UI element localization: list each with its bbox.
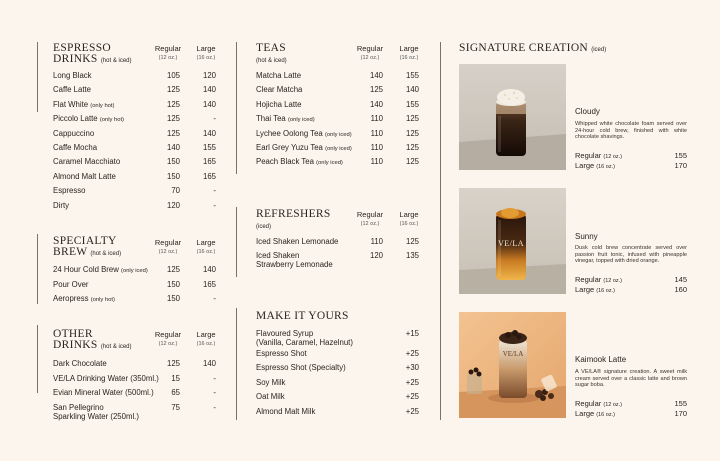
menu-item-note: (only hot) (90, 297, 115, 304)
cloudy-name: Cloudy (575, 107, 600, 116)
menu-item-regular-price: 150 (166, 279, 180, 289)
menu-item-large-price: - (213, 200, 216, 210)
signature-title: SIGNATURE CREATION (iced) (459, 42, 607, 54)
menu-item-name: Caffe Latte (53, 85, 92, 95)
menu-item-regular-price: 120 (166, 200, 180, 210)
menu-item-regular-price: 125 (166, 114, 180, 124)
menu-item-large-price: 165 (202, 157, 216, 167)
menu-item-name: Caffe Mocha (53, 143, 98, 152)
menu-item-large-price: 140 (202, 99, 216, 109)
menu-item-large-price: 155 (202, 143, 216, 152)
specialty-large-header: Large (16 oz.) (196, 238, 216, 255)
sunny-description: Dusk cold brew concentrate served over passion fruit tonic, infused with pineapple vinegar, topped with dried orange. (575, 245, 687, 265)
menu-item-name: Pour Over (53, 279, 89, 289)
kaimook-large-row: Large (16 oz.) 170 (575, 409, 687, 418)
other-title: OTHER DRINKS (hot & iced) (53, 328, 132, 351)
menu-item-large-price: 140 (202, 359, 216, 368)
menu-item-name: Dark Chocolate (53, 359, 107, 368)
cloudy-description: Whipped white chocolate foam served over 24-hour cold brew, finished with white chocolate shavings. (575, 121, 687, 141)
sunny-photo (459, 188, 566, 294)
menu-item-name: Cappuccino (53, 128, 95, 138)
menu-item-large-price: 165 (202, 279, 216, 289)
menu-item-large-price: 155 (405, 71, 419, 80)
menu-item-regular-price: 125 (166, 128, 180, 138)
menu-item-note: (only hot) (90, 102, 115, 109)
menu-item-note: (only iced) (325, 146, 352, 152)
menu-item-regular-price: 150 (166, 157, 180, 167)
menu-item-name: Almond Malt Milk (256, 407, 316, 416)
menu-item-regular-price: 125 (369, 85, 383, 95)
signature-title-note: (iced) (591, 47, 607, 53)
menu-item-regular-price: 75 (171, 402, 180, 412)
menu-item-name: Iced Shaken Lemonade (256, 237, 339, 246)
menu-item-price-price: +25 (405, 348, 419, 358)
menu-item-price-price: +30 (405, 363, 419, 373)
menu-item-name: Espresso Shot (256, 348, 307, 358)
menu-item-large-price: 140 (405, 85, 419, 95)
menu-item-note: (only iced) (316, 160, 343, 167)
espresso-regular-header: Regular (12 oz.) (154, 44, 182, 61)
cloudy-large-price: 170 (674, 161, 687, 170)
menu-item-large-price: - (213, 114, 216, 124)
menu-item-name: San Pellegrino Sparkling Water (250ml.) (53, 402, 139, 421)
cloudy-regular-row: Regular (12 oz.) 155 (575, 151, 687, 160)
menu-item-name: Peach Black Tea (only iced) (256, 157, 343, 167)
sunny-large-row: Large (16 oz.) 160 (575, 285, 687, 294)
menu-item-large-price: 165 (202, 171, 216, 181)
specialty-title-note: (hot & iced) (90, 251, 122, 257)
menu-item-name: Soy Milk (256, 377, 286, 387)
menu-item-regular-price: 140 (369, 99, 383, 109)
kaimook-description: A VE/LA® signature creation. A sweet milk cream served over a classic latte and brown sugar boba. (575, 369, 687, 389)
menu-item-price-price: +15 (405, 329, 419, 338)
other-regular-header: Regular (12 oz.) (154, 330, 182, 347)
sunny-cup-logo: VE/LA (497, 239, 525, 248)
menu-item-name: Aeropress (only hot) (53, 294, 115, 304)
sunny-large-price: 160 (674, 285, 687, 294)
menu-item-large-price: 125 (405, 237, 419, 246)
menu-item-large-price: 135 (405, 251, 419, 260)
menu-item-large-price: 140 (202, 265, 216, 274)
menu-item-name: Long Black (53, 71, 92, 80)
menu-item-regular-price: 150 (166, 171, 180, 181)
menu-item-large-price: 155 (405, 99, 419, 109)
specialty-title: SPECIALTY BREW (hot & iced) (53, 235, 122, 258)
other-title-note: (hot & iced) (100, 344, 132, 350)
menu-item-regular-price: 120 (369, 251, 383, 260)
kaimook-photo (459, 312, 566, 418)
menu-item-name: Thai Tea (only iced) (256, 114, 315, 124)
menu-item-regular-price: 125 (166, 99, 180, 109)
teas-title-note: (hot & iced) (256, 58, 287, 64)
menu-item-large-price: - (213, 388, 216, 397)
menu-item-regular-price: 110 (370, 114, 383, 124)
menu-item-large-price: - (213, 373, 216, 383)
refreshers-large-header: Large (16 oz.) (399, 210, 419, 227)
menu-item-name: Piccolo Latte (only hot) (53, 114, 124, 124)
menu-item-large-price: - (213, 294, 216, 304)
menu-item-regular-price: 105 (166, 71, 180, 80)
menu-item-name: Espresso (53, 186, 86, 196)
menu-item-name: Hojicha Latte (256, 99, 302, 109)
menu-item-price-price: +25 (405, 407, 419, 416)
sunny-regular-row: Regular (12 oz.) 145 (575, 275, 687, 284)
teas-regular-header: Regular (12 oz.) (356, 44, 384, 61)
menu-item-large-price: 125 (405, 157, 419, 167)
other-large-header: Large (16 oz.) (196, 330, 216, 347)
menu-item-name: 24 Hour Cold Brew (only iced) (53, 265, 148, 274)
column-divider-1 (37, 42, 38, 112)
specialty-regular-header: Regular (12 oz.) (154, 238, 182, 255)
menu-item-name: Clear Matcha (256, 85, 303, 95)
menu-item-name: Dirty (53, 200, 70, 210)
menu-item-name: Flavoured Syrup (Vanilla, Caramel, Hazelnut) (256, 329, 353, 347)
menu-item-regular-price: 70 (171, 186, 180, 196)
menu-item-name: Matcha Latte (256, 71, 302, 80)
menu-item-name: VE/LA Drinking Water (350ml.) (53, 373, 159, 383)
refreshers-title: REFRESHERS (iced) (256, 208, 331, 230)
menu-item-name: Earl Grey Yuzu Tea (only iced) (256, 143, 352, 152)
menu-item-large-price: 125 (405, 128, 419, 138)
menu-item-regular-price: 15 (171, 373, 180, 383)
menu-item-regular-price: 125 (166, 265, 180, 274)
menu-item-large-price: 140 (202, 85, 216, 95)
menu-item-large-price: 125 (405, 143, 419, 152)
column-divider-6 (236, 308, 237, 420)
menu-item-large-price: 140 (202, 128, 216, 138)
menu-item-large-price: 120 (202, 71, 216, 80)
menu-item-regular-price: 150 (166, 294, 180, 304)
menu-item-regular-price: 125 (166, 359, 180, 368)
kaimook-large-price: 170 (674, 409, 687, 418)
menu-item-note: (only hot) (99, 117, 124, 124)
menu-item-regular-price: 140 (369, 71, 383, 80)
column-divider-5 (236, 207, 237, 277)
kaimook-cup-logo: VE/LA (502, 350, 524, 358)
espresso-large-header: Large (16 oz.) (196, 44, 216, 61)
kaimook-regular-row: Regular (12 oz.) 155 (575, 399, 687, 408)
cloudy-regular-price: 155 (674, 151, 687, 160)
menu-item-name: Lychee Oolong Tea (only iced) (256, 128, 352, 138)
espresso-title: ESPRESSO DRINKS (hot & iced) (53, 42, 132, 65)
menu-item-price-price: +25 (405, 377, 419, 387)
menu-item-note: (only iced) (324, 131, 352, 138)
menu-item-name: Caramel Macchiato (53, 157, 121, 167)
menu-item-name: Iced Shaken Strawberry Lemonade (256, 251, 333, 269)
column-divider-4 (236, 42, 237, 174)
cloudy-large-row: Large (16 oz.) 170 (575, 161, 687, 170)
column-divider-2 (37, 234, 38, 304)
cloudy-photo (459, 64, 566, 170)
menu-item-name: Flat White (only hot) (53, 99, 115, 109)
menu-item-regular-price: 140 (166, 143, 180, 152)
refreshers-regular-header: Regular (12 oz.) (356, 210, 384, 227)
menu-item-name: Evian Mineral Water (500ml.) (53, 388, 154, 397)
teas-large-header: Large (16 oz.) (399, 44, 419, 61)
column-divider-3 (37, 325, 38, 393)
menu-item-name: Oat Milk (256, 392, 285, 402)
make-it-yours-title: MAKE IT YOURS (256, 310, 349, 322)
menu-item-regular-price: 110 (370, 237, 383, 246)
menu-item-regular-price: 110 (370, 157, 383, 167)
menu-item-large-price: - (213, 186, 216, 196)
menu-item-large-price: 125 (405, 114, 419, 124)
menu-item-price-price: +25 (405, 392, 419, 402)
menu-item-regular-price: 125 (166, 85, 180, 95)
espresso-title-note: (hot & iced) (100, 58, 132, 64)
menu-item-note: (only iced) (121, 268, 148, 274)
menu-item-name: Almond Malt Latte (53, 171, 116, 181)
kaimook-regular-price: 155 (674, 399, 687, 408)
sunny-name: Sunny (575, 232, 598, 241)
refreshers-title-note: (iced) (256, 224, 272, 230)
menu-item-regular-price: 110 (370, 128, 383, 138)
kaimook-name: Kaimook Latte (575, 355, 627, 364)
menu-item-regular-price: 110 (370, 143, 383, 152)
menu-item-regular-price: 65 (171, 388, 180, 397)
sunny-regular-price: 145 (674, 275, 687, 284)
menu-item-name: Espresso Shot (Specialty) (256, 363, 346, 373)
menu-item-note: (only iced) (287, 117, 315, 124)
teas-title: TEAS (hot & iced) (256, 42, 287, 64)
menu-item-large-price: - (213, 402, 216, 412)
column-divider-7 (440, 42, 441, 420)
